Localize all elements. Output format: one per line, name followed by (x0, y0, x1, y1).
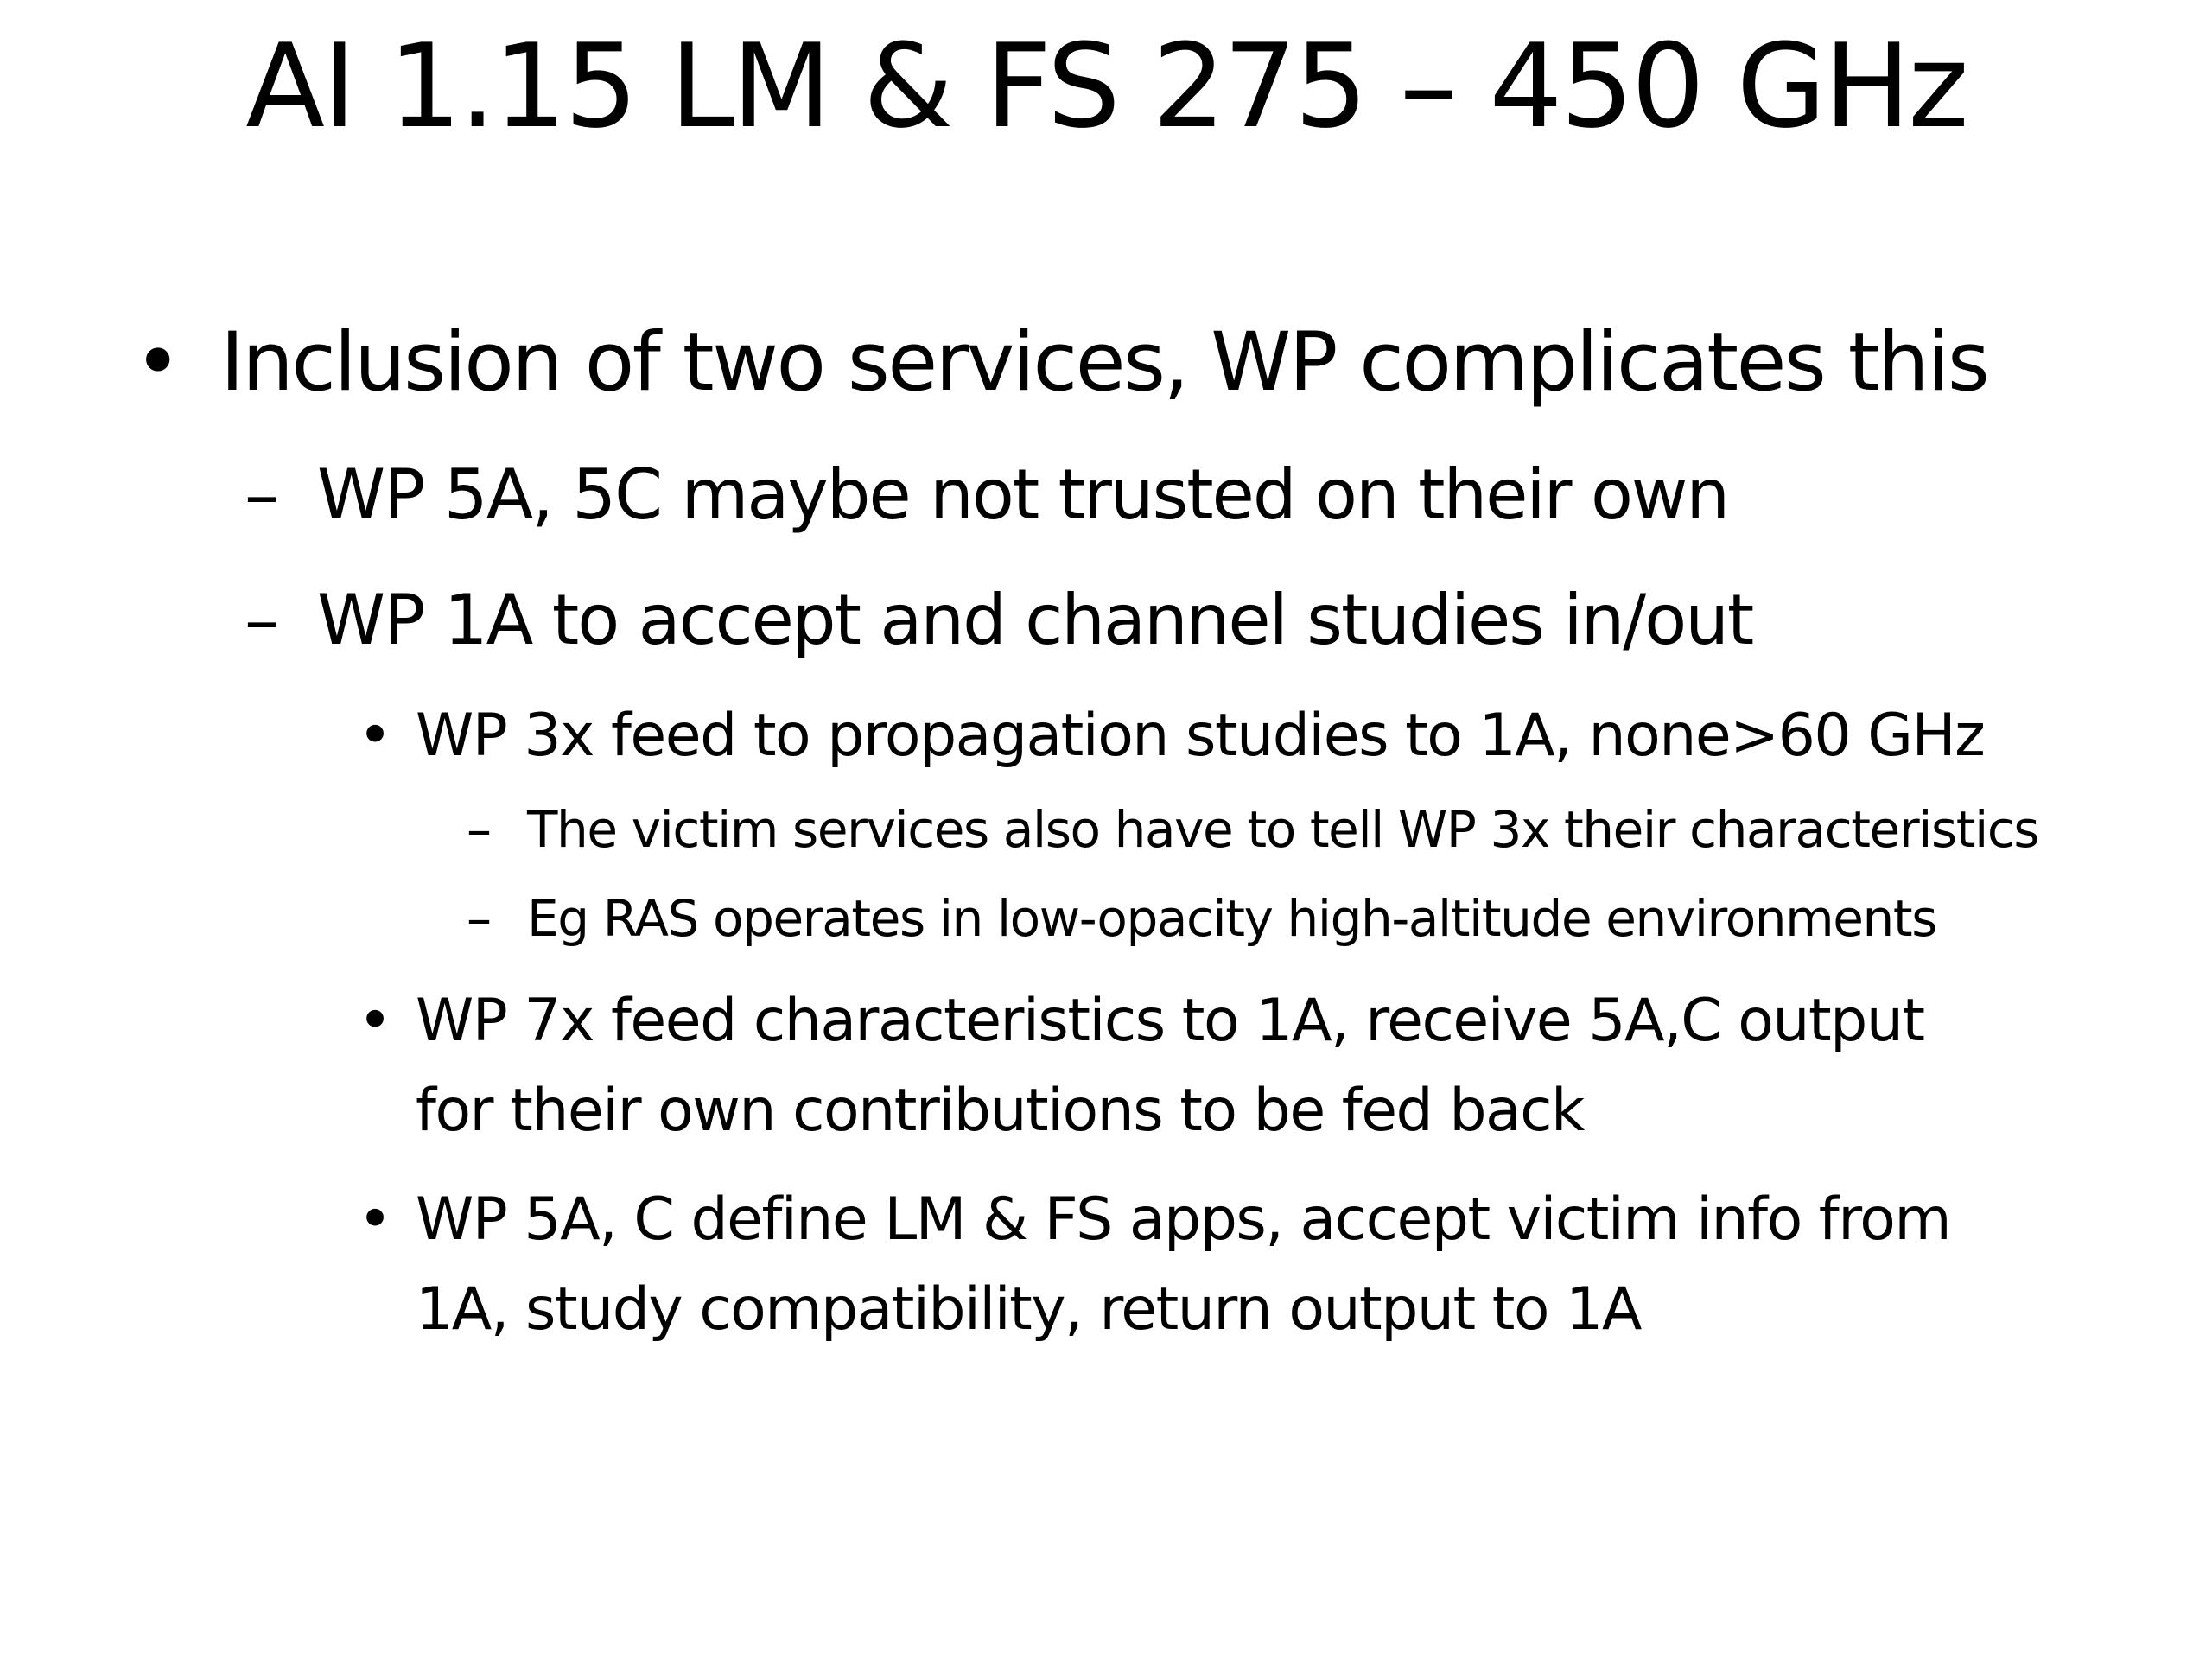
bullet-text-line-1: WP 5A, C define LM & FS apps, accept victim info from (416, 1185, 1951, 1254)
bullet-text: Inclusion of two services, WP complicates this (220, 315, 1988, 410)
bullet-marker: – (467, 889, 491, 948)
bullet-level-3 (0, 691, 2212, 781)
bullet-level-4 (0, 888, 2212, 949)
bullet-text-line-2: 1A, study compatibility, return output to 1A (416, 1275, 1641, 1344)
bullet-marker: – (467, 800, 491, 859)
bullet-level-4 (0, 799, 2212, 860)
bullet-text: WP 3x feed to propagation studies to 1A, none>60 GHz (416, 702, 1985, 770)
bullet-text: WP 5A, 5C maybe not trusted on their own (317, 454, 1729, 535)
slide-title: AI 1.15 LM & FS 275 – 450 GHz (245, 19, 1967, 154)
bullet-text: WP 1A to accept and channel studies in/out (317, 580, 1753, 660)
bullet-level-3 (0, 976, 2212, 1156)
bullet-text-line-1: WP 7x feed characteristics to 1A, receive 5A,C output (416, 987, 1924, 1055)
bullet-marker: – (245, 454, 277, 535)
bullet-level-2 (0, 452, 2212, 538)
bullet-level-2 (0, 577, 2212, 664)
bullet-text-line-2: for their own contributions to be fed back (416, 1077, 1584, 1145)
bullet-text: The victim services also have to tell WP 3x their characteristics (527, 800, 2039, 859)
bullet-marker: • (358, 1185, 391, 1254)
bullet-marker: • (358, 987, 391, 1055)
bullet-text: Eg RAS operates in low-opacity high-altitude environments (527, 889, 1937, 948)
bullet-level-3 (0, 1175, 2212, 1355)
bullet-marker: • (358, 702, 391, 770)
bullet-marker: – (245, 580, 277, 660)
bullet-level-1 (0, 315, 2212, 410)
bullet-marker: • (134, 315, 180, 410)
